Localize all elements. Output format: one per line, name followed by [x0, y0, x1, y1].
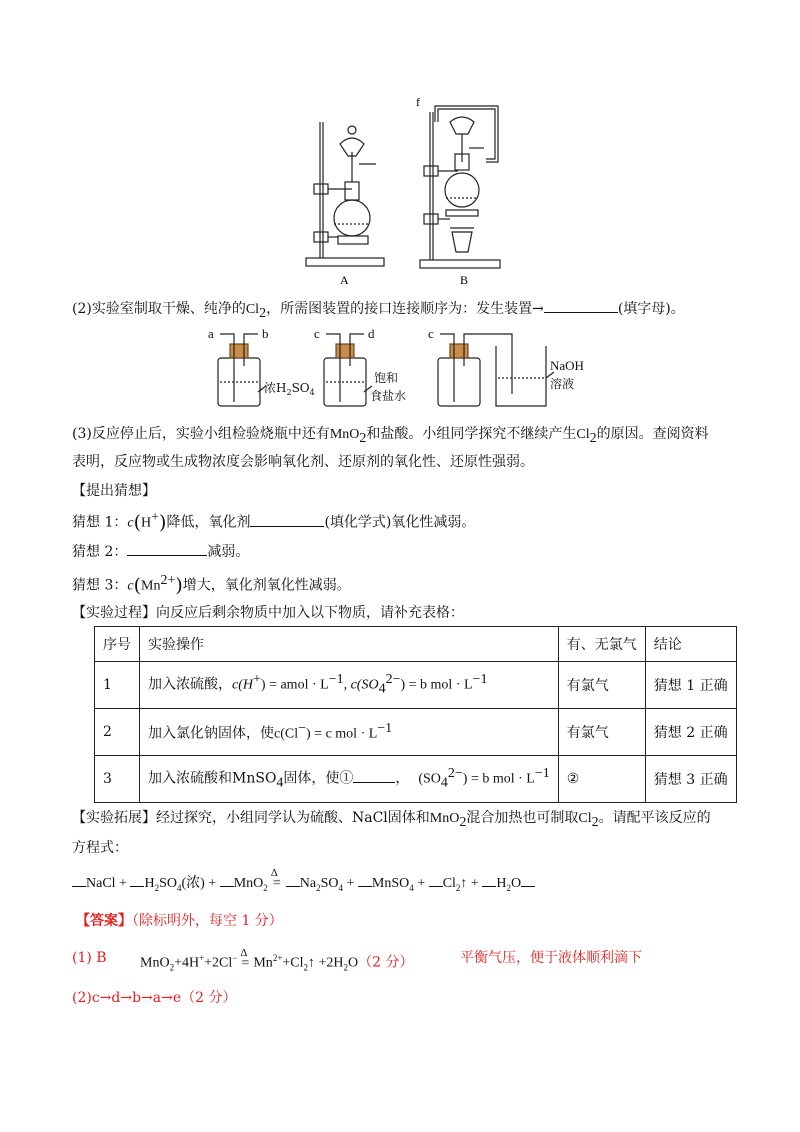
question-2: (2)实验室制取干燥、纯净的$Cl_2$，所需图装置的接口连接顺序为：发生装置→ (填字母)。 [72, 298, 685, 324]
guess-3: 猜想 3：$c(Mn^{2+})$增大，氧化剂氧化性减弱。 [72, 573, 351, 597]
table-row: 1 加入浓硫酸，c(H+) = amol · $L^{-1}$, $c(SO_4^{2-}) = b$ mol · $L^{-1}$ 有氯气 猜想 1 正确 [95, 662, 737, 709]
solution-label: 溶液 [550, 377, 575, 391]
guess-1-blank[interactable] [250, 512, 324, 527]
answer-2: (2)c→d→b→a→e（2 分） [72, 990, 237, 1006]
row-3-blank[interactable] [353, 768, 395, 783]
table-row: 2 加入氯化钠固体，使c(Cl−) = c mol · $L^{-1}$ 有氯气 猜想 2 正确 [95, 709, 737, 756]
saturated-label: 饱和 [374, 371, 399, 385]
guess-2-blank[interactable] [127, 541, 207, 556]
header-result: 结论 [645, 627, 736, 662]
table-row: 3 加入浓硫酸和MnSO$_4$固体，使① ， $(SO_4^{2-}) = b$ mol · $L^{-1}$ ② 猜想 3 正确 [95, 756, 737, 803]
label-f: f [416, 95, 420, 109]
question-3-line2: 表明，反应物或生成物浓度会影响氧化剂、还原剂的氧化性、还原性强弱。 [72, 454, 534, 470]
answer-blank[interactable] [544, 298, 618, 313]
answer-1: (1) B [72, 950, 107, 966]
row-1-op: 加入浓硫酸，c(H+) = amol · $L^{-1}$, $c(SO_4^{2-}) = b$ mol · $L^{-1}$ [140, 662, 559, 709]
port-c1: c [314, 326, 320, 341]
guess-header: 【提出猜想】 [72, 483, 156, 499]
answer-1-reason: 平衡气压，便于液体顺利滴下 [460, 950, 642, 966]
question-3-line1: (3)反应停止后，实验小组检验烧瓶中还有MnO$_2$和盐酸。小组同学探究不继续产生$Cl_2$的原因。查阅资料 [72, 426, 709, 446]
extend-line1: 【实验拓展】经过探究，小组同学认为硫酸、NaCl固体和MnO$_2$混合加热也可制取$Cl_2$。请配平该反应的 [72, 810, 711, 830]
header-op: 实验操作 [140, 627, 559, 662]
row-3-op: 加入浓硫酸和MnSO$_4$固体，使① ， $(SO_4^{2-}) = b$ mol · $L^{-1}$ [140, 756, 559, 803]
answer-1-equation: MnO$_2$+4H++2Cl− Δ = $Mn^{2+}+Cl_2↑ +2H_2O(2$ 分） [140, 946, 414, 973]
naoh-label: NaOH [550, 358, 584, 373]
h2so4-label: 浓$H_2SO_4$ [264, 381, 315, 397]
port-d: d [368, 326, 375, 341]
process-text: 【实验过程】向反应后剩余物质中加入以下物质，请补充表格： [72, 605, 464, 621]
guess-2: 猜想 2： 减弱。 [72, 541, 249, 562]
label-b: B [460, 273, 469, 287]
row-2-op: 加入氯化钠固体，使c(Cl−) = c mol · $L^{-1}$ [140, 709, 559, 756]
table-header-row [95, 627, 737, 662]
header-no: 序号 [95, 627, 140, 662]
port-c2: c [428, 326, 434, 341]
answer-header: 【答案】（除标明外，每空 1 分） [76, 913, 283, 929]
port-a: a [208, 326, 214, 341]
experiment-table [94, 626, 737, 803]
guess-1: 猜想 1：c(H+)降低，氧化剂 (填化学式)氧化性减弱。 [72, 510, 476, 534]
port-b: b [262, 326, 269, 341]
bottles-figure [206, 326, 584, 410]
brine-label: 食盐水 [370, 389, 407, 403]
header-gas: 有、无氯气 [558, 627, 645, 662]
extend-line2: 方程式： [72, 840, 128, 856]
apparatus-figure [300, 92, 520, 292]
balance-equation: NaCl + $H_2SO_4$(浓) + MnO$_2$ Δ = $Na_2SO_4$ + MnSO$_4$ + $Cl_2↑ + H_2O$ [72, 872, 535, 898]
label-a: A [340, 273, 349, 287]
